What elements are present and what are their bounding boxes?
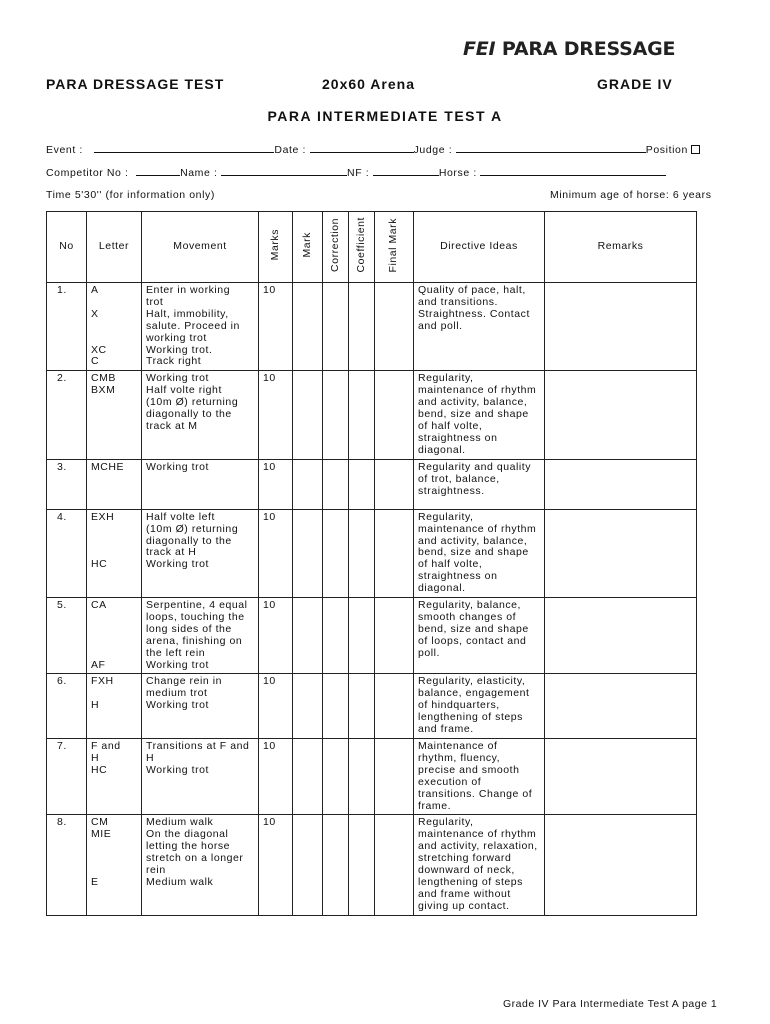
row-mark-input-cell[interactable] bbox=[293, 371, 323, 459]
row-movement: Working trot bbox=[146, 460, 210, 473]
date-label: Date : bbox=[274, 144, 307, 156]
row-directive-ideas-cell bbox=[414, 283, 545, 371]
row-marks-cell bbox=[259, 459, 293, 509]
row-movement-cell bbox=[142, 598, 259, 674]
row-movement-cell bbox=[142, 459, 259, 509]
event-label: Event : bbox=[46, 144, 83, 156]
row-final-mark-input-cell[interactable] bbox=[375, 283, 414, 371]
row-final-mark-input[interactable] bbox=[375, 739, 413, 743]
row-remarks-input[interactable] bbox=[545, 371, 696, 375]
row-number-cell bbox=[47, 815, 87, 915]
row-final-mark-input[interactable] bbox=[375, 815, 413, 819]
row-letter: A X XC C bbox=[91, 284, 107, 368]
name-field[interactable] bbox=[221, 165, 347, 176]
row-number: 8. bbox=[57, 816, 67, 829]
row-letter: EXH HC bbox=[91, 510, 115, 571]
row-final-mark-input-cell[interactable] bbox=[375, 815, 414, 915]
time-note: Time 5'30'' (for information only) bbox=[46, 189, 215, 201]
row-movement: Medium walk On the diagonal letting the horse stretch on a longer rein Medium walk bbox=[146, 816, 244, 888]
row-number: 6. bbox=[57, 675, 67, 688]
row-mark-input[interactable] bbox=[293, 371, 322, 375]
row-final-mark-input[interactable] bbox=[375, 598, 413, 602]
row-movement-cell bbox=[142, 509, 259, 597]
row-coefficient-input-cell[interactable] bbox=[349, 674, 375, 739]
row-mark-input[interactable] bbox=[293, 815, 322, 819]
row-directive-ideas-cell bbox=[414, 509, 545, 597]
row-final-mark-input[interactable] bbox=[375, 510, 413, 514]
row-number: 7. bbox=[57, 740, 67, 752]
header-correction-cell bbox=[323, 212, 349, 283]
row-coefficient-input-cell[interactable] bbox=[349, 459, 375, 509]
row-mark-input[interactable] bbox=[293, 739, 322, 743]
row-coefficient-input[interactable] bbox=[349, 283, 374, 287]
row-remarks-input-cell[interactable] bbox=[545, 371, 697, 459]
row-number-cell bbox=[47, 739, 87, 815]
row-marks: 10 bbox=[263, 460, 276, 473]
header-directive: Directive Ideas bbox=[414, 212, 545, 283]
row-number-cell bbox=[47, 509, 87, 597]
header-coefficient: Coefficient bbox=[354, 217, 367, 273]
row-correction-input[interactable] bbox=[323, 674, 348, 678]
row-directive-ideas: Regularity and quality of trot, balance, straightness. bbox=[418, 460, 532, 497]
header-mark-cell bbox=[293, 212, 323, 283]
row-marks: 10 bbox=[263, 740, 276, 752]
grade-label: GRADE IV bbox=[597, 76, 673, 92]
row-correction-input-cell[interactable] bbox=[323, 815, 349, 915]
header-marks: Marks bbox=[268, 229, 281, 261]
row-number: 4. bbox=[57, 510, 67, 523]
row-letter-cell bbox=[87, 815, 142, 915]
table-row bbox=[47, 283, 697, 371]
fei-para-dressage-logo bbox=[463, 38, 675, 60]
row-number: 1. bbox=[57, 284, 67, 296]
row-letter-cell bbox=[87, 674, 142, 739]
row-movement: Change rein in medium trot Working trot bbox=[146, 675, 222, 712]
row-mark-input-cell[interactable] bbox=[293, 739, 323, 815]
row-final-mark-input-cell[interactable] bbox=[375, 371, 414, 459]
row-mark-input-cell[interactable] bbox=[293, 459, 323, 509]
date-field[interactable] bbox=[310, 142, 414, 153]
row-movement-cell bbox=[142, 371, 259, 459]
row-remarks-input-cell[interactable] bbox=[545, 459, 697, 509]
row-coefficient-input[interactable] bbox=[349, 371, 374, 375]
row-number-cell bbox=[47, 283, 87, 371]
row-coefficient-input-cell[interactable] bbox=[349, 371, 375, 459]
row-letter: CM MIE E bbox=[91, 816, 112, 888]
row-final-mark-input[interactable] bbox=[375, 460, 413, 464]
row-remarks-input[interactable] bbox=[545, 674, 696, 678]
row-final-mark-input-cell[interactable] bbox=[375, 598, 414, 674]
row-number: 5. bbox=[57, 599, 67, 612]
score-table bbox=[46, 211, 697, 916]
position-label: Position bbox=[645, 144, 688, 156]
nf-label: NF : bbox=[347, 167, 370, 179]
row-directive-ideas: Regularity, maintenance of rhythm and activity, balance, bend, size and shape of half volte, straightness on diagonal. bbox=[418, 510, 537, 595]
row-movement-cell bbox=[142, 739, 259, 815]
row-number-cell bbox=[47, 674, 87, 739]
row-movement: Working trot Half volte right (10m Ø) returning diagonally to the track at M bbox=[146, 372, 239, 432]
row-final-mark-input-cell[interactable] bbox=[375, 509, 414, 597]
row-correction-input-cell[interactable] bbox=[323, 739, 349, 815]
row-coefficient-input[interactable] bbox=[349, 460, 374, 464]
row-remarks-input-cell[interactable] bbox=[545, 598, 697, 674]
row-directive-ideas: Regularity, elasticity, balance, engagement of hindquarters, lengthening of steps and frame. bbox=[418, 675, 530, 736]
event-row bbox=[46, 142, 700, 156]
header-marks-cell bbox=[259, 212, 293, 283]
row-mark-input[interactable] bbox=[293, 283, 322, 287]
row-letter: FXH H bbox=[91, 675, 114, 712]
row-coefficient-input-cell[interactable] bbox=[349, 739, 375, 815]
row-letter-cell bbox=[87, 509, 142, 597]
row-mark-input-cell[interactable] bbox=[293, 509, 323, 597]
table-header-row bbox=[47, 212, 697, 283]
row-remarks-input-cell[interactable] bbox=[545, 509, 697, 597]
row-correction-input[interactable] bbox=[323, 739, 348, 743]
row-directive-ideas: Regularity, maintenance of rhythm and activity, balance, bend, size and shape of half volte, straightness on diagonal. bbox=[418, 372, 537, 456]
row-letter-cell bbox=[87, 459, 142, 509]
row-directive-ideas: Maintenance of rhythm, fluency, precise and smooth execution of transitions. Change of frame. bbox=[418, 740, 533, 812]
row-marks: 10 bbox=[263, 816, 276, 829]
row-number-cell bbox=[47, 371, 87, 459]
row-mark-input-cell[interactable] bbox=[293, 674, 323, 739]
row-coefficient-input[interactable] bbox=[349, 815, 374, 819]
page-footer: Grade IV Para Intermediate Test A page 1 bbox=[503, 998, 718, 1010]
row-final-mark-input[interactable] bbox=[375, 283, 413, 287]
row-remarks-input-cell[interactable] bbox=[545, 283, 697, 371]
row-remarks-input[interactable] bbox=[545, 598, 696, 602]
row-mark-input-cell[interactable] bbox=[293, 815, 323, 915]
test-label: PARA DRESSAGE TEST bbox=[46, 76, 225, 92]
row-marks: 10 bbox=[263, 510, 276, 523]
row-correction-input-cell[interactable] bbox=[323, 674, 349, 739]
header-final-mark: Final Mark bbox=[387, 217, 400, 273]
row-letter: F and H HC bbox=[91, 740, 121, 776]
horse-field[interactable] bbox=[480, 165, 666, 176]
row-correction-input[interactable] bbox=[323, 598, 348, 602]
header-letter: Letter bbox=[87, 212, 142, 283]
competitor-label: Competitor No : bbox=[46, 167, 129, 179]
row-marks-cell bbox=[259, 739, 293, 815]
judge-field[interactable] bbox=[456, 142, 646, 153]
row-remarks-input[interactable] bbox=[545, 283, 696, 287]
header-mark: Mark bbox=[300, 232, 313, 258]
row-correction-input[interactable] bbox=[323, 460, 348, 464]
logo-prefix: FEI bbox=[463, 38, 496, 60]
row-letter-cell bbox=[87, 739, 142, 815]
row-movement: Half volte left (10m Ø) returning diagonally to the track at H Working trot bbox=[146, 510, 239, 571]
row-mark-input[interactable] bbox=[293, 598, 322, 602]
min-age-note: Minimum age of horse: 6 years bbox=[550, 189, 712, 201]
judge-label: Judge : bbox=[413, 144, 453, 156]
row-movement-cell bbox=[142, 283, 259, 371]
row-remarks-input-cell[interactable] bbox=[545, 674, 697, 739]
row-mark-input[interactable] bbox=[293, 674, 322, 678]
row-directive-ideas-cell bbox=[414, 815, 545, 915]
row-correction-input[interactable] bbox=[323, 815, 348, 819]
row-correction-input[interactable] bbox=[323, 510, 348, 514]
arena-label: 20x60 Arena bbox=[322, 76, 415, 92]
row-final-mark-input[interactable] bbox=[375, 674, 413, 678]
row-coefficient-input-cell[interactable] bbox=[349, 815, 375, 915]
row-remarks-input-cell[interactable] bbox=[545, 739, 697, 815]
header-remarks: Remarks bbox=[545, 212, 697, 283]
row-number-cell bbox=[47, 598, 87, 674]
nf-field[interactable] bbox=[373, 165, 439, 176]
row-movement-cell bbox=[142, 815, 259, 915]
row-final-mark-input-cell[interactable] bbox=[375, 739, 414, 815]
row-coefficient-input[interactable] bbox=[349, 598, 374, 602]
header-movement: Movement bbox=[142, 212, 259, 283]
row-coefficient-input[interactable] bbox=[349, 510, 374, 514]
row-coefficient-input[interactable] bbox=[349, 739, 374, 743]
row-remarks-input[interactable] bbox=[545, 815, 696, 819]
row-marks-cell bbox=[259, 283, 293, 371]
row-directive-ideas-cell bbox=[414, 598, 545, 674]
header-no: No bbox=[47, 212, 87, 283]
header-correction: Correction bbox=[328, 218, 341, 273]
row-marks-cell bbox=[259, 815, 293, 915]
row-marks: 10 bbox=[263, 599, 276, 612]
row-movement: Transitions at F and H Working trot bbox=[146, 740, 250, 776]
row-marks: 10 bbox=[263, 372, 276, 385]
row-directive-ideas-cell bbox=[414, 459, 545, 509]
row-letter: CA AF bbox=[91, 599, 107, 671]
row-movement-cell bbox=[142, 674, 259, 739]
row-coefficient-input-cell[interactable] bbox=[349, 283, 375, 371]
horse-label: Horse : bbox=[438, 167, 477, 179]
table-row bbox=[47, 674, 697, 739]
row-directive-ideas-cell bbox=[414, 739, 545, 815]
row-correction-input-cell[interactable] bbox=[323, 459, 349, 509]
position-checkbox[interactable] bbox=[691, 145, 700, 154]
row-mark-input[interactable] bbox=[293, 460, 322, 464]
row-final-mark-input-cell[interactable] bbox=[375, 674, 414, 739]
name-label: Name : bbox=[180, 167, 218, 179]
row-number: 2. bbox=[57, 372, 67, 385]
row-remarks-input[interactable] bbox=[545, 510, 696, 514]
row-correction-input[interactable] bbox=[323, 371, 348, 375]
competitor-field[interactable] bbox=[136, 165, 180, 176]
row-movement: Enter in working trot Halt, immobility, salute. Proceed in working trot Working trot. Track right bbox=[146, 284, 240, 368]
row-number-cell bbox=[47, 459, 87, 509]
test-title: PARA INTERMEDIATE TEST A bbox=[267, 108, 503, 124]
table-row bbox=[47, 371, 697, 459]
logo-suffix: PARA DRESSAGE bbox=[501, 38, 676, 60]
table-row bbox=[47, 509, 697, 597]
table-row bbox=[47, 815, 697, 915]
row-marks: 10 bbox=[263, 675, 276, 688]
row-final-mark-input-cell[interactable] bbox=[375, 459, 414, 509]
event-field[interactable] bbox=[94, 142, 274, 153]
row-movement: Serpentine, 4 equal loops, touching the long sides of the arena, finishing on the left rein Working trot bbox=[146, 599, 248, 671]
row-correction-input-cell[interactable] bbox=[323, 371, 349, 459]
row-letter-cell bbox=[87, 598, 142, 674]
row-letter: CMB BXM bbox=[91, 372, 116, 397]
row-marks-cell bbox=[259, 674, 293, 739]
row-mark-input-cell[interactable] bbox=[293, 283, 323, 371]
row-letter-cell bbox=[87, 283, 142, 371]
row-coefficient-input[interactable] bbox=[349, 674, 374, 678]
row-letter: MCHE bbox=[91, 460, 125, 473]
row-directive-ideas-cell bbox=[414, 674, 545, 739]
row-mark-input-cell[interactable] bbox=[293, 598, 323, 674]
table-row bbox=[47, 598, 697, 674]
row-directive-ideas: Regularity, balance, smooth changes of bend, size and shape of loops, contact and poll. bbox=[418, 599, 529, 659]
competitor-row bbox=[46, 165, 666, 179]
row-marks: 10 bbox=[263, 284, 276, 296]
row-remarks-input[interactable] bbox=[545, 739, 696, 743]
row-final-mark-input[interactable] bbox=[375, 371, 413, 375]
row-mark-input[interactable] bbox=[293, 510, 322, 514]
row-correction-input-cell[interactable] bbox=[323, 598, 349, 674]
row-correction-input[interactable] bbox=[323, 283, 348, 287]
row-marks-cell bbox=[259, 598, 293, 674]
row-remarks-input-cell[interactable] bbox=[545, 815, 697, 915]
table-row bbox=[47, 739, 697, 815]
header-final-mark-cell bbox=[375, 212, 414, 283]
row-number: 3. bbox=[57, 460, 67, 473]
row-correction-input-cell[interactable] bbox=[323, 509, 349, 597]
header-coefficient-cell bbox=[349, 212, 375, 283]
row-coefficient-input-cell[interactable] bbox=[349, 509, 375, 597]
row-directive-ideas: Quality of pace, halt, and transitions. Straightness. Contact and poll. bbox=[418, 284, 530, 332]
row-coefficient-input-cell[interactable] bbox=[349, 598, 375, 674]
row-marks-cell bbox=[259, 509, 293, 597]
row-marks-cell bbox=[259, 371, 293, 459]
table-row bbox=[47, 459, 697, 509]
row-remarks-input[interactable] bbox=[545, 460, 696, 464]
row-directive-ideas-cell bbox=[414, 371, 545, 459]
row-letter-cell bbox=[87, 371, 142, 459]
row-correction-input-cell[interactable] bbox=[323, 283, 349, 371]
row-directive-ideas: Regularity, maintenance of rhythm and activity, relaxation, stretching forward downward of neck, lengthening of steps and frame without giving up contact. bbox=[418, 816, 538, 912]
